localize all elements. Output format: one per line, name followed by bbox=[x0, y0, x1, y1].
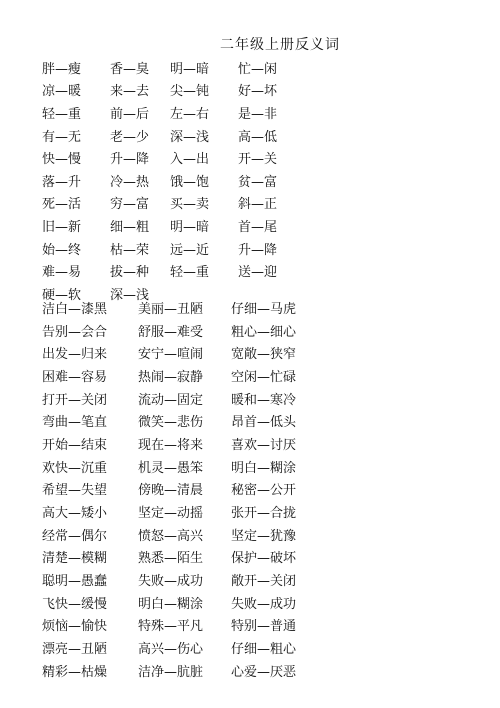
antonym-pair: 特殊—平凡 bbox=[138, 619, 204, 635]
antonym-row bbox=[42, 341, 321, 364]
antonym-pair: 精彩—枯燥 bbox=[42, 664, 108, 680]
antonym-pair: 空闲—忙碌 bbox=[231, 369, 297, 385]
antonym-pair: 斜—正 bbox=[238, 197, 278, 213]
antonym-row bbox=[42, 146, 318, 169]
antonym-pair: 热闹—寂静 bbox=[138, 369, 204, 385]
antonym-pair: 告别—会合 bbox=[42, 324, 108, 340]
antonym-pair: 洁白—漆黑 bbox=[42, 301, 108, 317]
antonym-pair: 高大—矮小 bbox=[42, 506, 108, 522]
antonym-pair: 硬—软 bbox=[42, 287, 82, 303]
antonym-pair: 现在—将来 bbox=[138, 437, 204, 453]
antonym-row bbox=[42, 124, 318, 147]
antonym-pair: 有—无 bbox=[42, 129, 82, 145]
antonym-pair: 明白—糊涂 bbox=[231, 460, 297, 476]
antonym-pair: 深—浅 bbox=[170, 129, 210, 145]
two-char-antonym-list bbox=[42, 296, 321, 682]
antonym-row bbox=[42, 409, 321, 432]
antonym-pair: 机灵—愚笨 bbox=[138, 460, 204, 476]
antonym-pair: 特别—普通 bbox=[231, 619, 297, 635]
antonym-pair: 死—活 bbox=[42, 197, 82, 213]
antonym-row bbox=[42, 636, 321, 659]
antonym-row bbox=[42, 659, 321, 682]
antonym-pair: 保护—破坏 bbox=[231, 551, 297, 567]
antonym-pair: 远—近 bbox=[170, 242, 210, 258]
antonym-pair: 开始—结束 bbox=[42, 437, 108, 453]
antonym-row bbox=[42, 56, 318, 79]
antonym-pair: 愤怒—高兴 bbox=[138, 528, 204, 544]
antonym-row bbox=[42, 214, 318, 237]
antonym-pair: 轻—重 bbox=[42, 106, 82, 122]
antonym-pair: 张开—合拢 bbox=[231, 506, 297, 522]
antonym-pair: 清楚—模糊 bbox=[42, 551, 108, 567]
antonym-pair: 左—右 bbox=[170, 106, 210, 122]
antonym-row bbox=[42, 296, 321, 319]
antonym-pair: 凉—暖 bbox=[42, 84, 82, 100]
antonym-row bbox=[42, 192, 318, 215]
antonym-pair: 欢快—沉重 bbox=[42, 460, 108, 476]
antonym-row bbox=[42, 591, 321, 614]
antonym-pair: 希望—失望 bbox=[42, 483, 108, 499]
antonym-pair: 开—关 bbox=[238, 152, 278, 168]
antonym-pair: 飞快—缓慢 bbox=[42, 596, 108, 612]
antonym-pair: 老—少 bbox=[110, 129, 150, 145]
antonym-pair: 忙—闲 bbox=[238, 61, 278, 77]
antonym-row bbox=[42, 568, 321, 591]
antonym-pair: 聪明—愚蠢 bbox=[42, 574, 108, 590]
antonym-pair: 舒服—难受 bbox=[138, 324, 204, 340]
antonym-pair: 昂首—低头 bbox=[231, 415, 297, 431]
antonym-row bbox=[42, 455, 321, 478]
antonym-pair: 安宁—喧闹 bbox=[138, 347, 204, 363]
antonym-pair: 熟悉—陌生 bbox=[138, 551, 204, 567]
antonym-pair: 美丽—丑陋 bbox=[138, 301, 204, 317]
antonym-pair: 落—升 bbox=[42, 174, 82, 190]
antonym-pair: 经常—偶尔 bbox=[42, 528, 108, 544]
antonym-pair: 粗心—细心 bbox=[231, 324, 297, 340]
antonym-row bbox=[42, 169, 318, 192]
antonym-pair: 枯—荣 bbox=[110, 242, 150, 258]
antonym-row bbox=[42, 237, 318, 260]
antonym-pair: 拔—种 bbox=[110, 265, 150, 281]
antonym-pair: 洁净—肮脏 bbox=[138, 664, 204, 680]
antonym-pair: 坚定—动摇 bbox=[138, 506, 204, 522]
antonym-pair: 出发—归来 bbox=[42, 347, 108, 363]
antonym-pair: 穷—富 bbox=[110, 197, 150, 213]
antonym-row bbox=[42, 546, 321, 569]
antonym-pair: 贫—富 bbox=[238, 174, 278, 190]
antonym-row bbox=[42, 259, 318, 282]
antonym-pair: 来—去 bbox=[110, 84, 150, 100]
antonym-row bbox=[42, 432, 321, 455]
antonym-pair: 送—迎 bbox=[238, 265, 278, 281]
antonym-pair: 是—非 bbox=[238, 106, 278, 122]
antonym-pair: 冷—热 bbox=[110, 174, 150, 190]
antonym-pair: 心爱—厌恶 bbox=[231, 664, 297, 680]
antonym-pair: 升—降 bbox=[110, 152, 150, 168]
antonym-pair: 深—浅 bbox=[110, 287, 150, 303]
antonym-pair: 首—尾 bbox=[238, 219, 278, 235]
page-title: 二年级上册反义词 bbox=[220, 37, 340, 53]
antonym-row bbox=[42, 319, 321, 342]
antonym-pair: 仔细—粗心 bbox=[231, 642, 297, 658]
antonym-pair: 仔细—马虎 bbox=[231, 301, 297, 317]
antonym-pair: 好—坏 bbox=[238, 84, 278, 100]
antonym-row bbox=[42, 79, 318, 102]
antonym-pair: 明—暗 bbox=[170, 61, 210, 77]
antonym-pair: 失败—成功 bbox=[231, 596, 297, 612]
antonym-pair: 秘密—公开 bbox=[231, 483, 297, 499]
antonym-pair: 高兴—伤心 bbox=[138, 642, 204, 658]
antonym-pair: 明—暗 bbox=[170, 219, 210, 235]
antonym-pair: 微笑—悲伤 bbox=[138, 415, 204, 431]
antonym-pair: 喜欢—讨厌 bbox=[231, 437, 297, 453]
antonym-pair: 宽敞—狭窄 bbox=[231, 347, 297, 363]
antonym-row bbox=[42, 523, 321, 546]
antonym-pair: 香—臭 bbox=[110, 61, 150, 77]
antonym-pair: 快—慢 bbox=[42, 152, 82, 168]
antonym-row bbox=[42, 387, 321, 410]
antonym-row bbox=[42, 500, 321, 523]
antonym-row bbox=[42, 101, 318, 124]
antonym-pair: 难—易 bbox=[42, 265, 82, 281]
antonym-pair: 尖—钝 bbox=[170, 84, 210, 100]
antonym-pair: 旧—新 bbox=[42, 219, 82, 235]
antonym-pair: 明白—糊涂 bbox=[138, 596, 204, 612]
antonym-pair: 暖和—寒冷 bbox=[231, 392, 297, 408]
antonym-pair: 始—终 bbox=[42, 242, 82, 258]
antonym-pair: 弯曲—笔直 bbox=[42, 415, 108, 431]
antonym-pair: 细—粗 bbox=[110, 219, 150, 235]
antonym-row bbox=[42, 614, 321, 637]
antonym-pair: 困难—容易 bbox=[42, 369, 108, 385]
antonym-pair: 买—卖 bbox=[170, 197, 210, 213]
antonym-pair: 前—后 bbox=[110, 106, 150, 122]
antonym-pair: 敞开—关闭 bbox=[231, 574, 297, 590]
antonym-pair: 烦恼—愉快 bbox=[42, 619, 108, 635]
antonym-pair: 坚定—犹豫 bbox=[231, 528, 297, 544]
antonym-pair: 傍晚—清晨 bbox=[138, 483, 204, 499]
single-char-antonym-list bbox=[42, 56, 318, 305]
antonym-pair: 饿—饱 bbox=[170, 174, 210, 190]
antonym-pair: 入—出 bbox=[170, 152, 210, 168]
antonym-pair: 流动—固定 bbox=[138, 392, 204, 408]
antonym-pair: 失败—成功 bbox=[138, 574, 204, 590]
antonym-pair: 高—低 bbox=[238, 129, 278, 145]
antonym-pair: 打开—关闭 bbox=[42, 392, 108, 408]
antonym-pair: 轻—重 bbox=[170, 265, 210, 281]
antonym-row bbox=[42, 478, 321, 501]
antonym-pair: 漂亮—丑陋 bbox=[42, 642, 108, 658]
antonym-pair: 胖—瘦 bbox=[42, 61, 82, 77]
antonym-pair: 升—降 bbox=[238, 242, 278, 258]
antonym-row bbox=[42, 364, 321, 387]
